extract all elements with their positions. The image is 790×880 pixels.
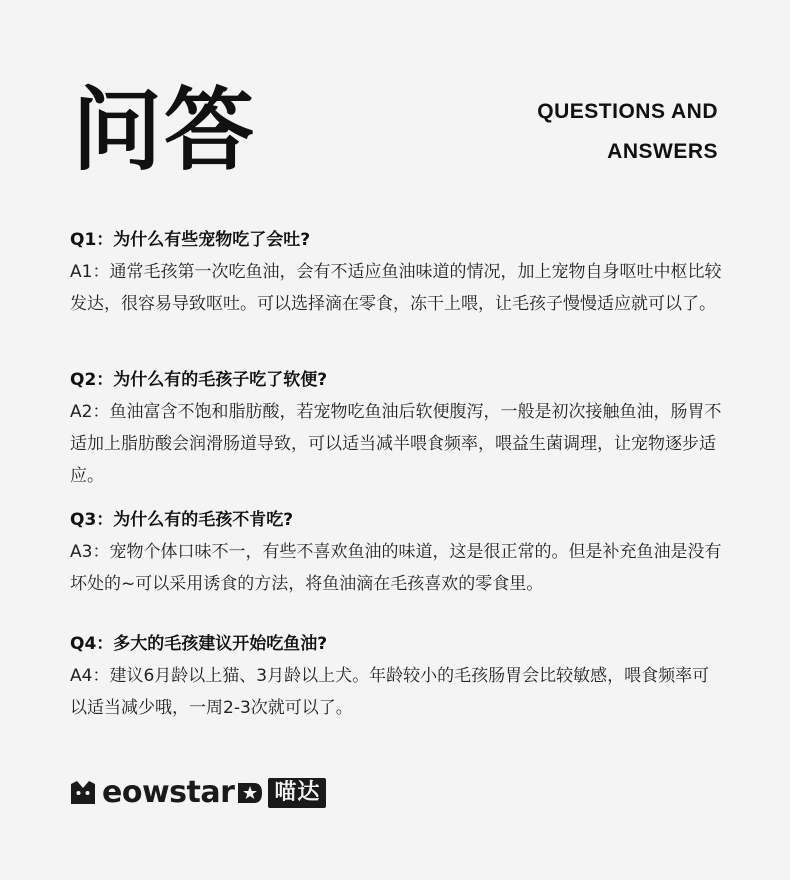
subtitle-line-1: QUESTIONS AND [537,100,718,123]
question-1: Q1：为什么有些宠物吃了会吐? [70,230,311,250]
page-subtitle [537,92,718,172]
qa-item-1 [70,228,725,320]
page-title: 问答 [72,78,256,183]
answer-2: A2：鱼油富含不饱和脂肪酸，若宠物吃鱼油后软便腹泻，一般是初次接触鱼油，肠胃不适加上脂肪酸会润滑肠道导致，可以适当减半喂食频率，喂益生菌调理，让宠物逐步适应。 [70,402,722,486]
cat-m-logo-icon [70,781,96,805]
qa-item-2 [70,368,725,492]
brand-chinese-name: 喵达 [268,778,326,808]
subtitle-line-2: ANSWERS [607,140,718,163]
qa-item-4 [70,632,725,724]
brand-logo [70,775,326,810]
star-icon [238,781,262,805]
brand-wordmark: eowstar [102,775,235,810]
question-3: Q3：为什么有的毛孩不肯吃? [70,510,294,530]
question-4: Q4：多大的毛孩建议开始吃鱼油? [70,634,328,654]
answer-4: A4：建议6月龄以上猫、3月龄以上犬。年龄较小的毛孩肠胃会比较敏感，喂食频率可以适当减少哦，一周2-3次就可以了。 [70,666,710,718]
question-2: Q2：为什么有的毛孩子吃了软便? [70,370,328,390]
qa-item-3 [70,508,725,600]
answer-3: A3：宠物个体口味不一，有些不喜欢鱼油的味道，这是很正常的。但是补充鱼油是没有坏处的~可以采用诱食的方法，将鱼油滴在毛孩喜欢的零食里。 [70,542,722,594]
answer-1: A1：通常毛孩第一次吃鱼油，会有不适应鱼油味道的情况，加上宠物自身呕吐中枢比较发达，很容易导致呕吐。可以选择滴在零食，冻干上喂，让毛孩子慢慢适应就可以了。 [70,262,722,314]
